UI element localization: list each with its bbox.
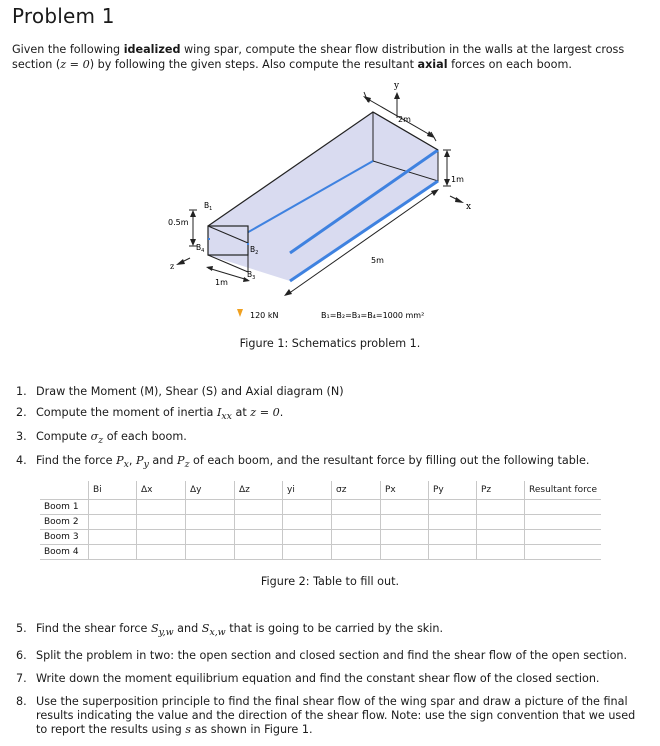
row-label: Boom 4: [40, 545, 89, 560]
step-5: 5. Find the shear force $S_{y,w}$ and $S_{x,w}$ that is going to be carried by the skin.: [16, 622, 444, 639]
boom-b1-label: $B_1$: [204, 201, 213, 212]
table-header: Py: [429, 481, 477, 500]
table-cell[interactable]: [332, 515, 381, 530]
table-cell[interactable]: [283, 500, 332, 515]
boom-b2-label: $B_2$: [250, 245, 259, 256]
table-cell[interactable]: [332, 530, 381, 545]
table-header: Bi: [89, 481, 137, 500]
table-header: Δy: [186, 481, 235, 500]
table-cell[interactable]: [186, 545, 235, 560]
table-cell[interactable]: [235, 545, 283, 560]
table-cell[interactable]: [186, 500, 235, 515]
step-7: 7. Write down the moment equilibrium equation and find the constant shear flow of the closed section.: [16, 672, 600, 686]
table-header: Δz: [235, 481, 283, 500]
step-2: 2. Compute the moment of inertia $I_{xx}$ at z = 0.: [16, 406, 284, 423]
table-row: [40, 530, 601, 545]
table-cell[interactable]: [332, 500, 381, 515]
table-cell[interactable]: [283, 515, 332, 530]
table-header: yi: [283, 481, 332, 500]
svg-text:5m: 5m: [371, 256, 384, 265]
table-cell[interactable]: [381, 515, 429, 530]
row-label: Boom 1: [40, 500, 89, 515]
table-row: [40, 500, 601, 515]
step-6: 6. Split the problem in two: the open section and closed section and find the shear flow of the open section.: [16, 649, 628, 663]
table-cell[interactable]: [89, 545, 137, 560]
table-cell[interactable]: [186, 515, 235, 530]
steps-list-a: [16, 385, 589, 479]
table-cell[interactable]: [429, 500, 477, 515]
table-header: Δx: [137, 481, 186, 500]
table-cell[interactable]: [137, 500, 186, 515]
axis-z-label: z: [170, 262, 175, 271]
table-cell[interactable]: [477, 545, 525, 560]
boom-b4-label: $B_4$: [196, 243, 205, 254]
table-cell[interactable]: [381, 530, 429, 545]
table-header: Pz: [477, 481, 525, 500]
table-cell[interactable]: [137, 515, 186, 530]
row-label: Boom 2: [40, 515, 89, 530]
table-cell[interactable]: [525, 530, 602, 545]
svg-text:1m: 1m: [215, 278, 228, 287]
table-cell[interactable]: [283, 530, 332, 545]
svg-text:2m: 2m: [398, 115, 411, 124]
table-cell[interactable]: [477, 500, 525, 515]
table-cell[interactable]: [137, 545, 186, 560]
table-cell[interactable]: [477, 515, 525, 530]
table-cell[interactable]: [283, 545, 332, 560]
table-row: [40, 545, 601, 560]
table-cell[interactable]: [235, 515, 283, 530]
table-cell[interactable]: [381, 500, 429, 515]
step-1: 1. Draw the Moment (M), Shear (S) and Axial diagram (N): [16, 385, 344, 398]
axis-y-label: y: [394, 81, 400, 91]
table-cell[interactable]: [525, 500, 602, 515]
table-cell[interactable]: [477, 530, 525, 545]
dimension-1m-right: [443, 150, 464, 186]
table-cell[interactable]: [235, 500, 283, 515]
table-cell[interactable]: [89, 515, 137, 530]
table-cell[interactable]: [525, 545, 602, 560]
table-cell[interactable]: [429, 530, 477, 545]
table-cell[interactable]: [137, 530, 186, 545]
table-cell[interactable]: [429, 545, 477, 560]
table-row: [40, 515, 601, 530]
figure1-caption: Figure 1: Schematics problem 1.: [239, 337, 421, 350]
table-header: σz: [332, 481, 381, 500]
table-header: Resultant force: [525, 481, 602, 500]
dimension-0.5m: [168, 210, 197, 246]
table-header-row: [40, 481, 601, 500]
spar-body: [208, 112, 438, 281]
table-header: [40, 481, 89, 500]
problem-title: Problem 1: [12, 4, 115, 28]
step-4: 4. Find the force $P_x$, $P_y$ and $P_z$ of each boom, and the resultant force by filling out the following table.: [16, 454, 590, 471]
table-cell[interactable]: [332, 545, 381, 560]
table-cell[interactable]: [429, 515, 477, 530]
figure2-caption: Figure 2: Table to fill out.: [260, 575, 400, 588]
load-120kN: [237, 309, 278, 320]
boom-b3-label: $B_3$: [247, 270, 256, 281]
table-cell[interactable]: [381, 545, 429, 560]
row-label: Boom 3: [40, 530, 89, 545]
axis-x-label: x: [466, 202, 472, 212]
dimension-1m-bottom: [206, 266, 250, 287]
table-cell[interactable]: [89, 500, 137, 515]
table-cell[interactable]: [89, 530, 137, 545]
step-3: 3. Compute $\sigma_z$ of each boom.: [16, 430, 187, 447]
svg-text:1m: 1m: [451, 175, 464, 184]
table-header: Px: [381, 481, 429, 500]
svg-text:0.5m: 0.5m: [168, 218, 189, 227]
wing-spar-figure: [150, 78, 510, 333]
steps-list-b: [16, 622, 636, 746]
step-8: 8. Use the superposition principle to find the final shear flow of the wing spar and draw a picture of the final results indicating the value and the direction of the shear flow. Note: use the sign convention that we used to report the results using s as shown in Figure 1.: [16, 695, 636, 737]
boom-force-table: [40, 481, 601, 560]
problem-intro: Given the following idealized wing spar, compute the shear flow distribution in the walls at the largest cross section (z = 0) by following the given steps. Also compute the resultant axial forces on each boom.: [12, 43, 625, 71]
table-cell[interactable]: [186, 530, 235, 545]
svg-text:120 kN: 120 kN: [250, 311, 279, 320]
table-cell[interactable]: [235, 530, 283, 545]
boom-areas-label: B₁=B₂=B₃=B₄=1000 mm²: [321, 311, 425, 320]
table-cell[interactable]: [525, 515, 602, 530]
